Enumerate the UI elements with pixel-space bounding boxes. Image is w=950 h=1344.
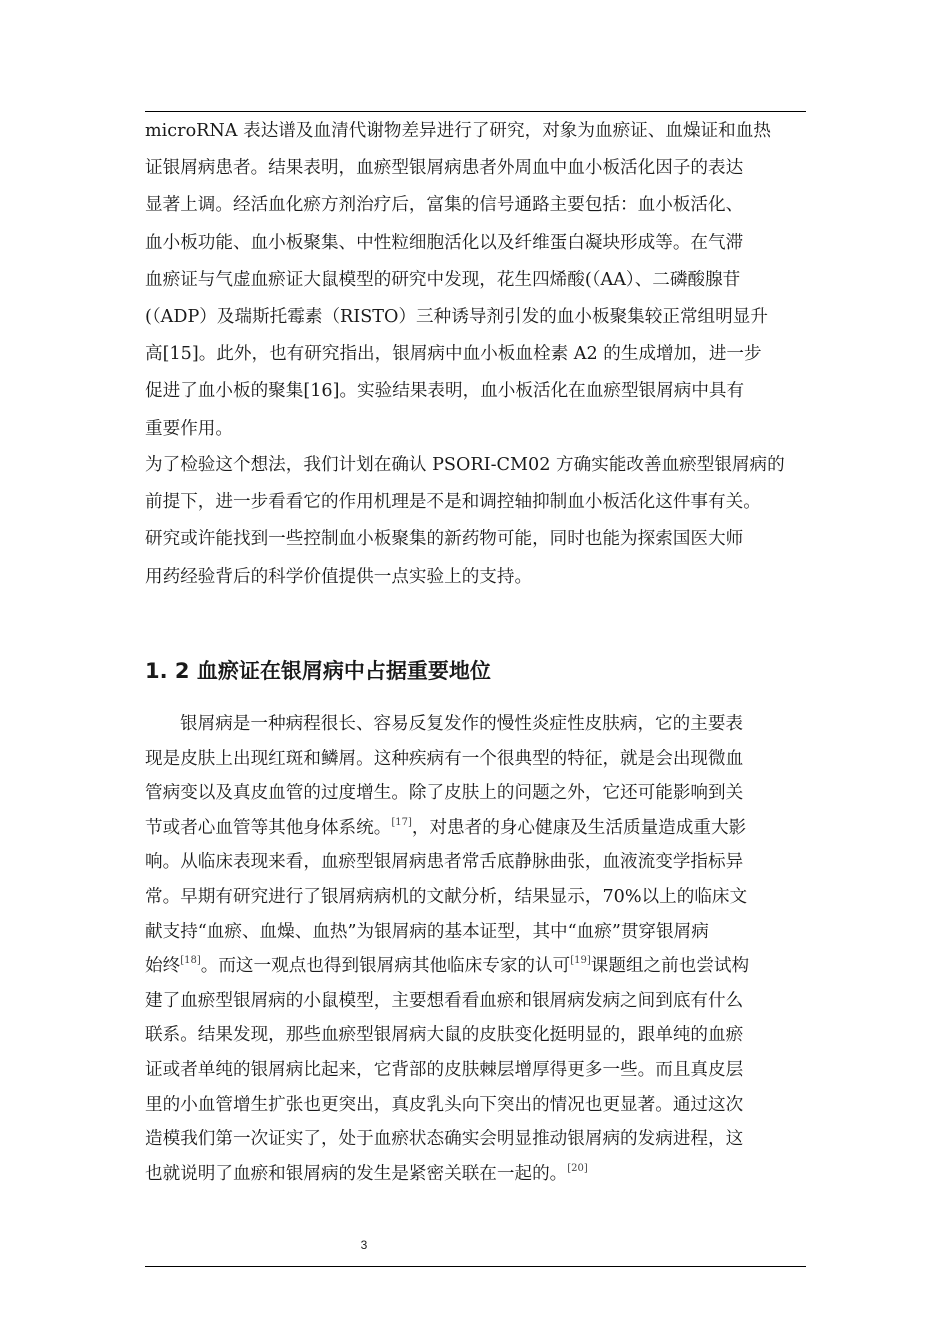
text-line: 研究或许能找到一些控制血小板聚集的新药物可能，同时也能为探索国医大师 <box>145 529 744 550</box>
citation-18: [18] <box>180 955 201 967</box>
text-line: 响。从临床表现来看，血瘀型银屑病患者常舌底静脉曲张，血液流变学指标异 <box>145 852 744 873</box>
text-segment: 。而这一观点也得到银屑病其他临床专家的认可 <box>200 956 571 977</box>
section-heading: 1. 2 血瘀证在银屑病中占据重要地位 <box>145 659 491 683</box>
text-line: 促进了血小板的聚集[16]。实验结果表明，血小板活化在血瘀型银屑病中具有 <box>145 381 745 402</box>
text-line: 证银屑病患者。结果表明，血瘀型银屑病患者外周血中血小板活化因子的表达 <box>145 158 744 179</box>
text-line: 建了血瘀型银屑病的小鼠模型，主要想看看血瘀和银屑病发病之间到底有什么 <box>145 990 744 1011</box>
text-line: 里的小血管增生扩张也更突出，真皮乳头向下突出的情况也更显著。通过这次 <box>145 1094 744 1115</box>
text-line: microRNA 表达谱及血清代谢物差异进行了研究，对象为血瘀证、血燥证和血热 <box>145 121 771 141</box>
footer-rule <box>145 1266 806 1267</box>
text-line <box>145 949 808 984</box>
text-line: 证或者单纯的银屑病比起来，它背部的皮肤棘层增厚得更多一些。而且真皮层 <box>145 1059 744 1080</box>
paragraph-blood-stasis-psoriasis <box>145 707 808 1191</box>
text-line: 高[15]。此外，也有研究指出，银屑病中血小板血栓素 A2 的生成增加，进一步 <box>145 344 762 365</box>
text-line: 献支持“血瘀、血燥、血热”为银屑病的基本证型，其中“血瘀”贯穿银屑病 <box>145 921 709 942</box>
text-segment: 也就说明了血瘀和银屑病的发生是紧密关联在一起的。 <box>145 1163 568 1184</box>
text-segment: 节或者心血管等其他身体系统。 <box>145 817 392 838</box>
page-number: 3 <box>360 1238 368 1252</box>
text-line: 银屑病是一种病程很长、容易反复发作的慢性炎症性皮肤病，它的主要表 <box>180 714 744 734</box>
citation-19: [19] <box>570 955 591 967</box>
paragraph-platelet-activation <box>145 113 808 448</box>
text-line: 血瘀证与气虚血瘀证大鼠模型的研究中发现，花生四烯酸(（AA）、二磷酸腺苷 <box>145 269 741 290</box>
paragraph-research-hypothesis <box>145 447 808 596</box>
text-segment: 课题组之前也尝试构 <box>590 956 750 977</box>
text-line: 重要作用。 <box>145 418 233 439</box>
text-line: 联系。结果发现，那些血瘀型银屑病大鼠的皮肤变化挺明显的，跟单纯的血瘀 <box>145 1025 744 1046</box>
text-line: 显著上调。经活血化瘀方剂治疗后，富集的信号通路主要包括：血小板活化、 <box>145 195 744 216</box>
text-line: 为了检验这个想法，我们计划在确认 PSORI-CM02 方确实能改善血瘀型银屑病的 <box>145 455 785 475</box>
citation-20: [20] <box>567 1162 588 1174</box>
text-line: 现是皮肤上出现红斑和鳞屑。这种疾病有一个很典型的特征，就是会出现微血 <box>145 748 744 769</box>
text-line <box>145 811 808 846</box>
text-segment: ，对患者的身心健康及生活质量造成重大影 <box>411 817 747 838</box>
text-line: 血小板功能、血小板聚集、中性粒细胞活化以及纤维蛋白凝块形成等。在气滞 <box>145 232 744 253</box>
text-line: 造模我们第一次证实了，处于血瘀状态确实会明显推动银屑病的发病进程，这 <box>145 1129 744 1150</box>
text-line: 常。早期有研究进行了银屑病病机的文献分析，结果显示，70%以上的临床文 <box>145 886 748 907</box>
text-line: 前提下，进一步看看它的作用机理是不是和调控轴抑制血小板活化这件事有关。 <box>145 492 761 513</box>
text-line: (（ADP）及瑞斯托霉素（RISTO）三种诱导剂引发的血小板聚集较正常组明显升 <box>145 306 768 327</box>
citation-17: [17] <box>391 816 412 828</box>
text-line: 用药经验背后的科学价值提供一点实验上的支持。 <box>145 566 533 587</box>
text-line <box>145 1157 808 1192</box>
text-line: 管病变以及真皮血管的过度增生。除了皮肤上的问题之外，它还可能影响到关 <box>145 783 744 804</box>
header-rule <box>145 111 806 112</box>
text-segment: 始终 <box>145 956 181 977</box>
